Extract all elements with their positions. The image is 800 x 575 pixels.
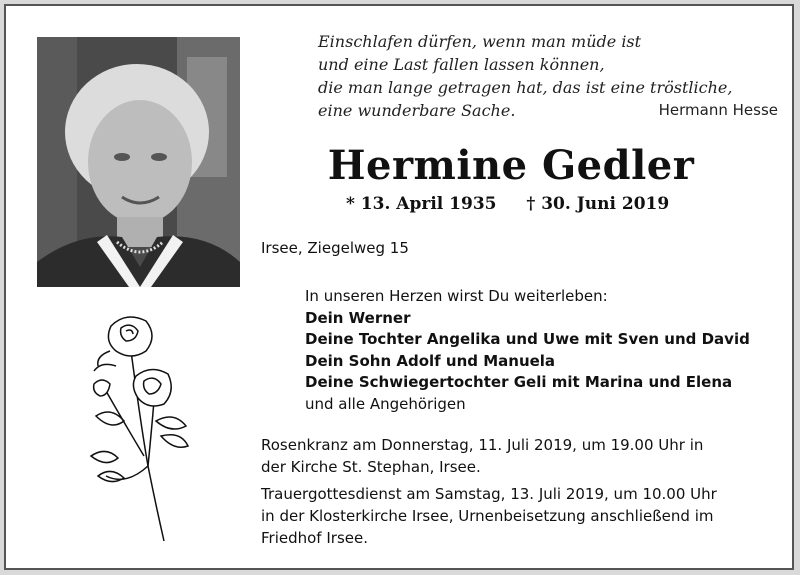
deceased-name: Hermine Gedler xyxy=(327,142,695,189)
service-line: der Kirche St. Stephan, Irsee. xyxy=(261,458,481,476)
funeral-service-info xyxy=(261,483,781,549)
family-member: Dein Werner xyxy=(305,308,411,327)
portrait-photo xyxy=(37,37,240,287)
family-intro: In unseren Herzen wirst Du weiterleben: xyxy=(305,287,608,305)
service-line: Friedhof Irsee. xyxy=(261,529,368,547)
life-dates xyxy=(346,194,669,214)
roses-illustration xyxy=(86,306,196,546)
quote-line: die man lange getragen hat, das ist eine tröstliche, xyxy=(318,78,733,97)
quote xyxy=(318,30,778,122)
service-line: in der Klosterkirche Irsee, Urnenbeisetzung anschließend im xyxy=(261,507,714,525)
family-member: Deine Schwiegertochter Geli mit Marina und Elena xyxy=(305,373,733,392)
family-closing: und alle Angehörigen xyxy=(305,394,466,413)
service-line: Rosenkranz am Donnerstag, 11. Juli 2019, um 19.00 Uhr in xyxy=(261,436,704,454)
death-date: † 30. Juni 2019 xyxy=(526,194,670,214)
quote-line: und eine Last fallen lassen können, xyxy=(318,55,605,74)
rosary-info xyxy=(261,434,781,478)
quote-line: eine wunderbare Sache. xyxy=(318,101,516,120)
service-line: Trauergottesdienst am Samstag, 13. Juli 2019, um 10.00 Uhr xyxy=(261,485,717,503)
family-member: Deine Tochter Angelika und Uwe mit Sven und David xyxy=(305,330,750,349)
birth-date: * 13. April 1935 xyxy=(346,194,497,214)
family-member: Dein Sohn Adolf und Manuela xyxy=(305,351,556,370)
quote-line: Einschlafen dürfen, wenn man müde ist xyxy=(318,32,642,51)
family-list xyxy=(305,286,785,416)
obituary-card xyxy=(4,4,794,570)
quote-author: Hermann Hesse xyxy=(658,101,778,119)
address: Irsee, Ziegelweg 15 xyxy=(261,239,409,257)
